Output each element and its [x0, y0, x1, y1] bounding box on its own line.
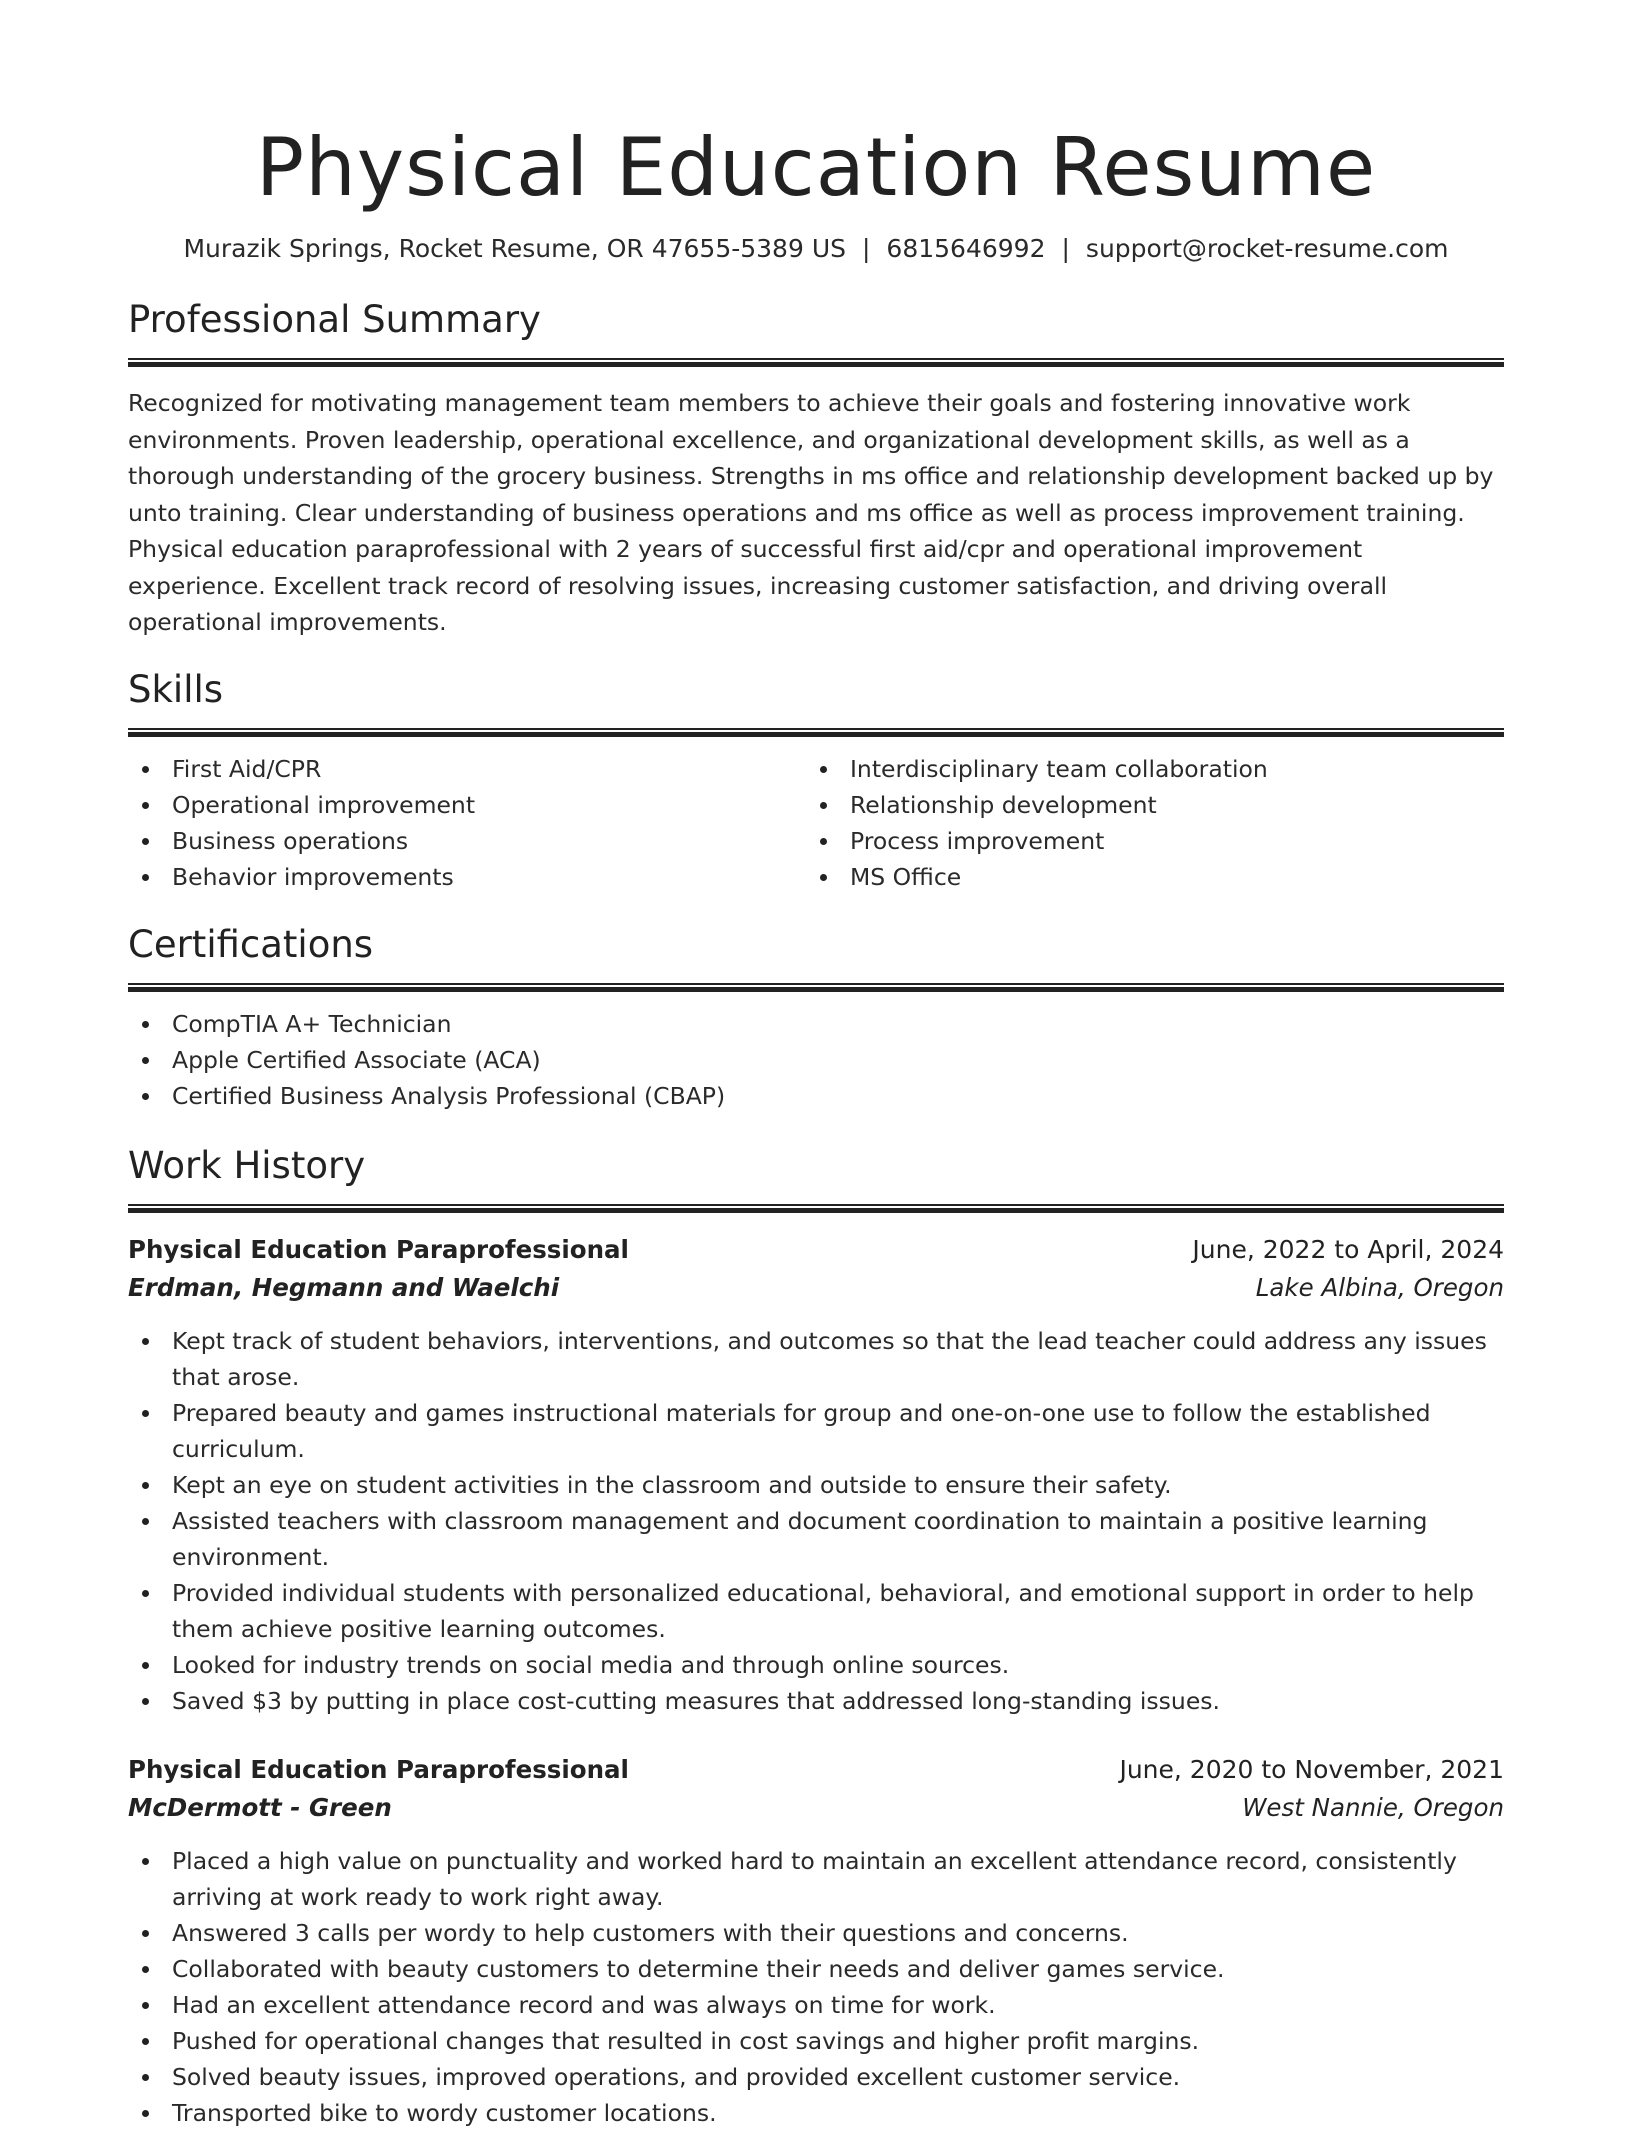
- contact-line: [128, 232, 1504, 266]
- job-bullet: Collaborated with beauty customers to determine their needs and deliver games service.: [128, 1951, 1504, 1987]
- job-bullet: Kept an eye on student activities in the classroom and outside to ensure their safety.: [128, 1467, 1504, 1503]
- address: Murazik Springs, Rocket Resume, OR 47655-5389 US: [183, 234, 846, 263]
- job-entry: [128, 1751, 1504, 2131]
- resume-page: [128, 120, 1504, 2131]
- job-bullet: Prepared beauty and games instructional materials for group and one-on-one use to follow the established curriculum.: [128, 1395, 1504, 1467]
- job-bullet: Assisted teachers with classroom management and document coordination to maintain a positive learning environment.: [128, 1503, 1504, 1575]
- certification-item: Apple Certified Associate (ACA): [128, 1042, 1504, 1078]
- job-company: Erdman, Hegmann and Waelchi: [128, 1272, 560, 1302]
- job-bullet: Transported bike to wordy customer locations.: [128, 2095, 1504, 2131]
- separator: |: [1061, 234, 1070, 263]
- skill-item: Process improvement: [806, 823, 1484, 859]
- certification-item: CompTIA A+ Technician: [128, 1006, 1504, 1042]
- job-location: West Nannie, Oregon: [1242, 1792, 1504, 1822]
- skills-column-right: [806, 751, 1484, 895]
- skill-item: First Aid/CPR: [128, 751, 806, 787]
- skills-section: [128, 668, 1504, 895]
- resume-name: Physical Education Resume: [255, 121, 1377, 214]
- skill-item: Relationship development: [806, 787, 1484, 823]
- job-header: [128, 1231, 1504, 1269]
- job-bullet: Kept track of student behaviors, interventions, and outcomes so that the lead teacher could address any issues that arose.: [128, 1323, 1504, 1395]
- job-entry: [128, 1231, 1504, 1719]
- skill-item: Business operations: [128, 823, 806, 859]
- job-company: McDermott - Green: [128, 1792, 392, 1822]
- job-bullet: Pushed for operational changes that resulted in cost savings and higher profit margins.: [128, 2023, 1504, 2059]
- skill-item: Interdisciplinary team collaboration: [806, 751, 1484, 787]
- job-bullet: Solved beauty issues, improved operations, and provided excellent customer service.: [128, 2059, 1504, 2095]
- skill-item: MS Office: [806, 859, 1484, 895]
- certifications-list: [128, 1006, 1504, 1114]
- summary-text: Recognized for motivating management team members to achieve their goals and fostering innovative work environments. Proven leadership, operational excellence, and organizational development skills, as well as a thorough understanding of the grocery business. Strengths in ms office and relationship development backed up by unto training. Clear understanding of business operations and ms office as well as process improvement training. Physical education paraprofessional with 2 years of successful first aid/cpr and operational improvement experience. Excellent track record of resolving issues, increasing customer satisfaction, and driving overall operational improvements.: [128, 389, 1494, 636]
- job-subheader: [128, 1789, 1504, 1827]
- job-bullet: Answered 3 calls per wordy to help customers with their questions and concerns.: [128, 1915, 1504, 1951]
- job-subheader: [128, 1269, 1504, 1307]
- work-history-section: [128, 1144, 1504, 2131]
- job-bullet: Placed a high value on punctuality and worked hard to maintain an excellent attendance record, consistently arriving at work ready to work right away.: [128, 1843, 1504, 1915]
- job-bullets: [128, 1323, 1504, 1719]
- section-divider: [128, 728, 1504, 737]
- section-divider: [128, 983, 1504, 992]
- job-title: Physical Education Paraprofessional: [128, 1754, 629, 1784]
- separator: |: [861, 234, 871, 263]
- section-title-skills: Skills: [128, 667, 224, 711]
- skills-column-left: [128, 751, 806, 895]
- job-bullets: [128, 1843, 1504, 2131]
- section-divider: [128, 1204, 1504, 1213]
- job-header: [128, 1751, 1504, 1789]
- skill-item: Operational improvement: [128, 787, 806, 823]
- section-title-summary: Professional Summary: [128, 298, 541, 341]
- job-bullet: Saved $3 by putting in place cost-cutting measures that addressed long-standing issues.: [128, 1683, 1504, 1719]
- phone: 6815646992: [886, 234, 1046, 263]
- skills-grid: [128, 751, 1504, 895]
- summary-section: [128, 298, 1504, 641]
- skill-item: Behavior improvements: [128, 859, 806, 895]
- section-divider: [128, 358, 1504, 367]
- section-title-work-history: Work History: [128, 1143, 366, 1187]
- job-bullet: Had an excellent attendance record and was always on time for work.: [128, 1987, 1504, 2023]
- job-dates: June, 2020 to November, 2021: [1119, 1754, 1504, 1784]
- email: support@rocket-resume.com: [1085, 234, 1449, 263]
- job-bullet: Provided individual students with personalized educational, behavioral, and emotional support in order to help them achieve positive learning outcomes.: [128, 1575, 1504, 1647]
- job-dates: June, 2022 to April, 2024: [1192, 1234, 1504, 1264]
- section-title-certifications: Certifications: [128, 922, 374, 966]
- certification-item: Certified Business Analysis Professional (CBAP): [128, 1078, 1504, 1114]
- job-title: Physical Education Paraprofessional: [128, 1234, 629, 1264]
- job-bullet: Looked for industry trends on social media and through online sources.: [128, 1647, 1504, 1683]
- certifications-section: [128, 923, 1504, 1114]
- job-location: Lake Albina, Oregon: [1255, 1272, 1504, 1302]
